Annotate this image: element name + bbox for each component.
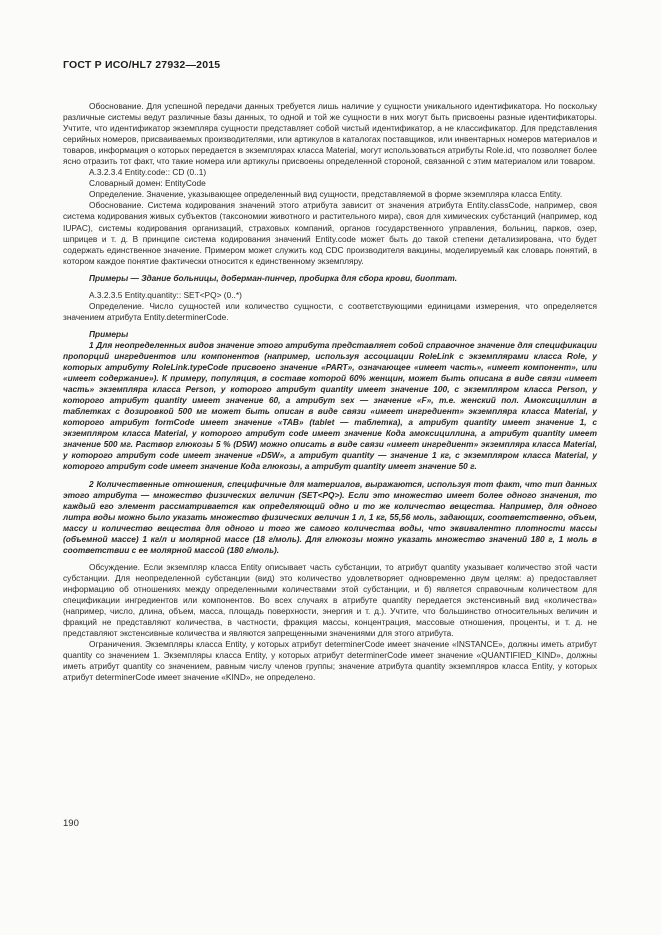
- section-entity-code: A.3.2.3.4 Entity.code:: CD (0..1): [89, 167, 207, 178]
- paragraph-definition-quantity: Определение. Число сущностей или количество сущности, с соответствующими единицами измерения, что определяется значением атрибута Entity.determinerCode.: [63, 300, 597, 322]
- example-1: 1 Для неопределенных видов значение этого атрибута представляет собой справочное значение для спецификации пропорций ингредиентов или компонентов (например, используя ассоциации RoleLink с экземплярами класса Role, у которых атрибуту RoleLink.typeCode присвоено значение «PART», означающее «имеет часть», «имеет компонент», или «имеет содержание»). К примеру, популяция, в составе которой 60% женщин, может быть описана в виде связи «имеет часть» экземпляра класса Person, у которого атрибут quantity имеет значение 100, с экземпляром класса Person, у которого атрибут quantity имеет значение 60, а атрибут sex — значение «F», т.е. женский пол. Амоксициллин в таблетках с дозировкой 500 мг может быть описан в виде связи «имеет ингредиент» экземпляра класса Material, у которого атрибут formCode имеет значение «TAB» (tablet — таблетка), а атрибут quantity имеет значение 1, с экземпляром класса Material, у которого атрибут code имеет значение Кода амоксициллина, а атрибут quantity имеет значение 500 мг. Раствор глюкозы 5 % (D5W) можно описать в виде связи «имеет ингредиент» экземпляра класса Material, у которого атрибут code имеет значение «D5W», а атрибут quantity — значение 1 кг, с экземпляром класса Material, у которого атрибут code имеет значение Кода глюкозы, а атрибут quantity имеет значение 50 г.: [63, 339, 597, 472]
- paragraph-rationale-id: Обоснование. Для успешной передачи данных требуется лишь наличие у сущности уникального идентификатора. Но поскольку различные системы ведут различные базы данных, то одной и той же сущности в них могут быть присвоены разные идентификаторы. Учтите, что идентификатор экземпляра сущности представляет собой чистый идентификатор, а не классификатор. Для представления серийных номеров, присваиваемых производителями, или артикулов в каталогах поставщиков, или инвентарных номеров материалов и товаров, информация о которых передается в экземплярах класса Material, могут использоваться атрибуты Role.id, что позволяет более ясно отразить тот факт, что такие номера или артикулы присвоены определенной стороной, связанной с этим материалом или товаром.: [63, 101, 597, 167]
- paragraph-constraints: Ограничения. Экземпляры класса Entity, у которых атрибут determinerCode имеет значение «INSTANCE», должны иметь атрибут quantity со значением 1. Экземпляры класса Entity, у которых атрибут determinerCode имеет значение «QUANTIFIED_KIND», должны иметь атрибут quantity со значением, равным числу членов группы; значение атрибута quantity экземпляров класса Entity, у которых атрибут determinerCode имеет значение «KIND», не определено.: [63, 639, 597, 683]
- section-entity-quantity: A.3.2.3.5 Entity.quantity:: SET<PQ> (0..*): [89, 289, 242, 300]
- examples-heading: Примеры: [89, 328, 129, 339]
- page-content: [63, 101, 597, 683]
- paragraph-rationale-code: Обоснование. Система кодирования значений этого атрибута зависит от значения атрибута Entity.classCode, например, своя система кодирования живых субъектов (таксономии животного и растительного мира), своя для химических субстанций (например, код IUPAC), системы кодирования организаций, страховых компаний, органов государственного управления, больниц, парков, озер, шприцев и т. д. В принципе система кодирования значений Entity.code может быть до такой степени детализирована, что будет содержать единственное значение. Примером может служить код CDC производителя вакцины, моделируемый как словарь понятий, в котором каждое понятие фактически относится к единственному экземпляру.: [63, 200, 597, 266]
- page-number: 190: [63, 818, 79, 829]
- example-2: 2 Количественные отношения, специфичные для материалов, выражаются, используя тот факт, что тип данных этого атрибута — множество физических величин (SET<PQ>). Если это множество имеет более одного значения, то каждый его элемент рассматривается как определяющий одно и то же количество вещества. Например, для одного литра воды можно было указать множество физических величин 1 л, 1 кг, 55,56 моль, задающих, соответственно, объем, массу и количество вещества для одного и того же самого количества воды, что эквивалентно плотности массы (объемной массе) 1 кг/л и молярной массе (18 г/моль). Для глюкозы можно указать множество значений 180 г, 1 моль в соответствии с ее молярной массой (180 г/моль).: [63, 478, 597, 555]
- vocabulary-domain: Словарный домен: EntityCode: [89, 178, 206, 189]
- paragraph-definition-code: Определение. Значение, указывающее определенный вид сущности, представляемой в форме экземпляра класса Entity.: [89, 189, 563, 200]
- examples-code: Примеры — Здание больницы, доберман-пинчер, пробирка для сбора крови, биоптат.: [89, 272, 458, 283]
- paragraph-discussion: Обсуждение. Если экземпляр класса Entity описывает часть субстанции, то атрибут quantity указывает количество этой части субстанции. Для неопределенной субстанции (вид) это количество удовлетворяет одновременно двум целям: а) предоставляет информацию об отношениях между определенными количествами этой субстанции, и б) является справочным количеством для спецификации ингредиентов или компонентов. Во всех случаях в атрибуте quantity передается экстенсивный вид «количества» (например, число, длина, объем, масса, площадь поверхности, энергия и т. д.). Учтите, что большинство относительных величин и фракций не представляют количества, в частности, фракция массы, концентрация, массовые отношения, проценты, и т. д. не представляют экстенсивные количества и являются запрещенными значениями для этого атрибута.: [63, 561, 597, 639]
- page-header: ГОСТ Р ИСО/HL7 27932—2015: [63, 59, 221, 71]
